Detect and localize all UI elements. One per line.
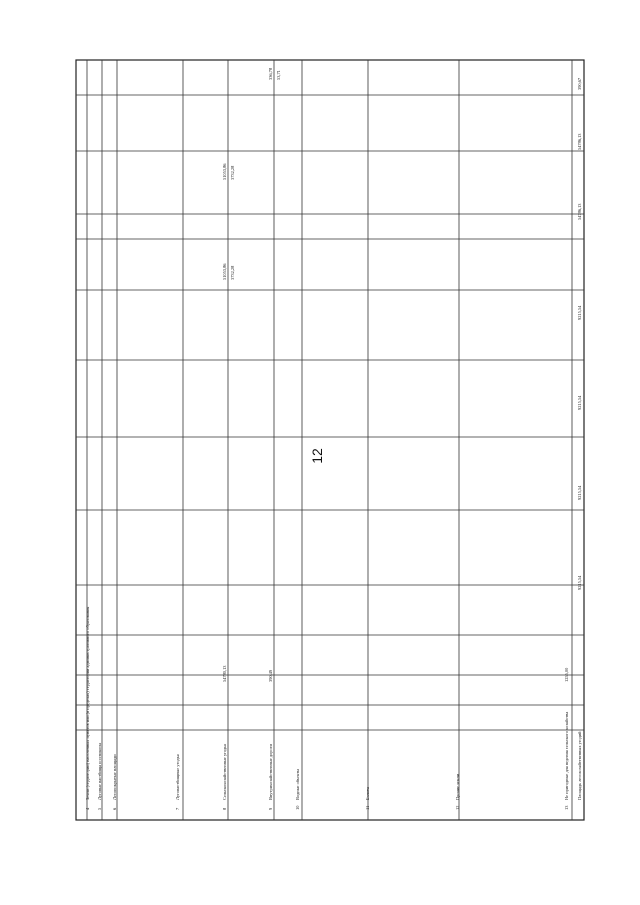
area-value: 54780,13 [222, 665, 227, 682]
row-number: 6 [112, 807, 117, 810]
cell-value: 51053,86 [222, 263, 227, 280]
row-name: Прочие земли [455, 773, 460, 800]
row-number: 5 [97, 807, 102, 810]
column-lines [76, 95, 584, 730]
total-value: 390,67 [577, 77, 582, 90]
row-name: Не пригодные для ведения сельского хозяйства [564, 711, 569, 800]
table-frame [76, 60, 584, 820]
row-number: 8 [222, 807, 227, 810]
row-name: Болота [365, 787, 370, 800]
row-name: Лугопастбищные угодья [175, 754, 180, 800]
total-value: 9215,54 [577, 305, 582, 320]
row-number: 11 [365, 805, 370, 810]
row-name: Сельскохозяйственные угодья [222, 743, 227, 800]
total-value: 9215,54 [577, 485, 582, 500]
row-lines [87, 60, 572, 820]
total-value: 54786,13 [577, 133, 582, 150]
row-number: 12 [455, 805, 460, 810]
cell-value: 336,78 [268, 67, 273, 80]
area-value: 390,49 [268, 669, 273, 682]
row-number: 10 [295, 805, 300, 810]
cell-value: 3732,28 [230, 165, 235, 180]
totals-label: Площадь лесохозяйственных угодий [577, 731, 582, 800]
total-value: 9215,54 [577, 395, 582, 410]
row-name: Лесопокрытые площади [112, 754, 117, 800]
cell-value: 3732,28 [230, 265, 235, 280]
row-name: Внутрихозяйственные дороги [268, 744, 273, 800]
cell-value: 51053,86 [222, 163, 227, 180]
row-name: Водные объекты [295, 768, 300, 800]
row-name: Луговые пастбища и сенокосы [97, 742, 102, 800]
page-number: 12 [308, 448, 325, 464]
table-text [85, 67, 583, 810]
total-value: 9215,54 [577, 575, 582, 590]
row-number: 9 [268, 807, 273, 810]
row-number: 7 [175, 807, 180, 810]
area-value: 1255,00 [564, 667, 569, 682]
row-name: Земли (территории) населенных пунктов или (в пределах) территории административного образования [85, 606, 90, 800]
row-number: 4 [85, 807, 90, 810]
row-number: 13 [564, 805, 569, 810]
cell-value: 53,71 [276, 70, 281, 80]
total-value: 54786,13 [577, 203, 582, 220]
